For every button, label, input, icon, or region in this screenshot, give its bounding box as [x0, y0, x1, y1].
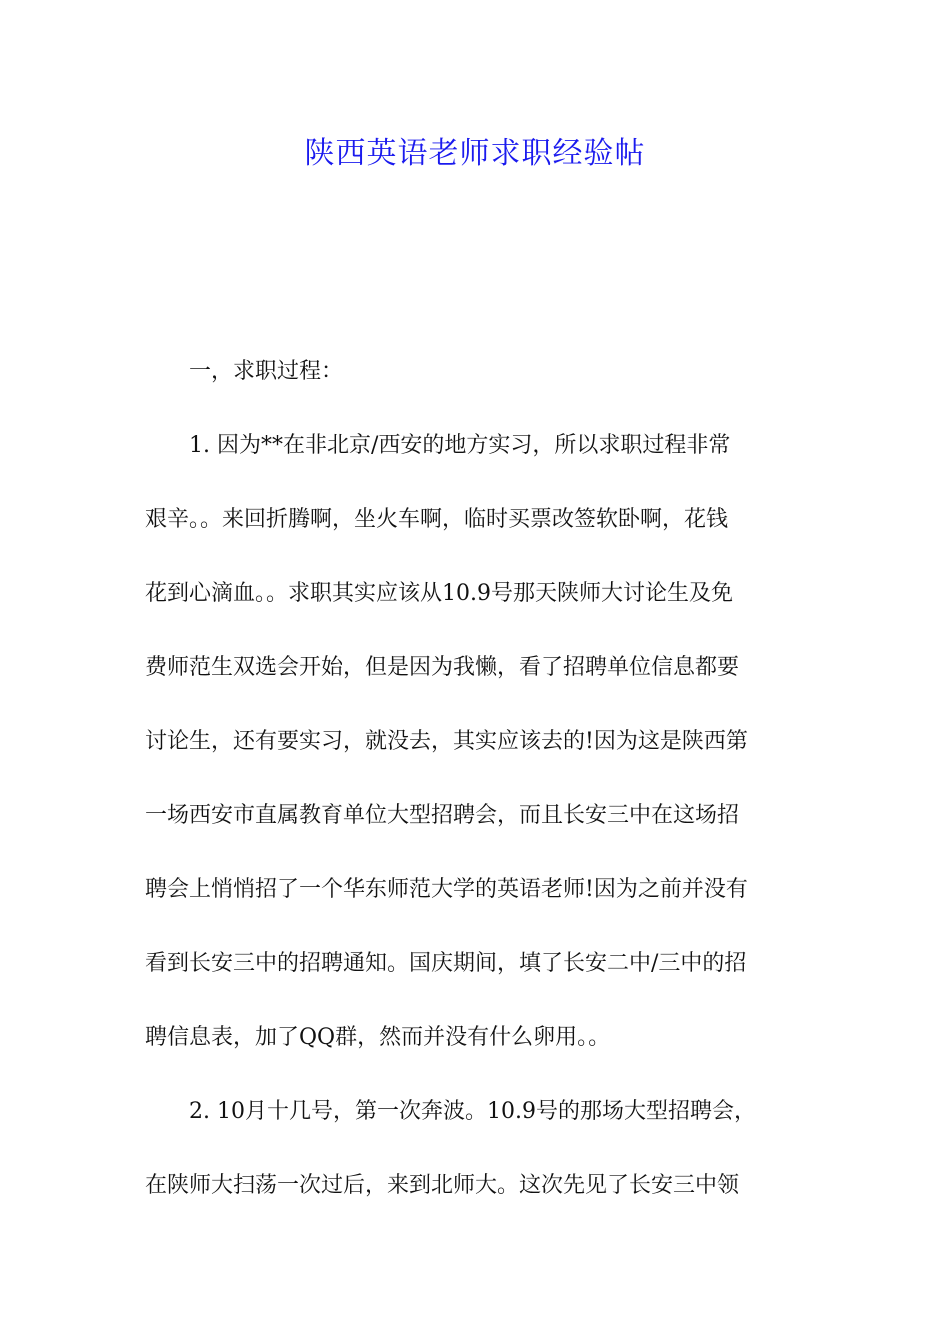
- paragraph-line: 讨论生，还有要实习，就没去，其实应该去的!因为这是陕西第: [145, 729, 748, 754]
- paragraph-line: 一场西安市直属教育单位大型招聘会，而且长安三中在这场招: [145, 803, 740, 828]
- document-body: [145, 335, 809, 1223]
- paragraph-line: 艰辛。。来回折腾啊，坐火车啊，临时买票改签软卧啊，花钱: [145, 507, 729, 532]
- paragraph-line: 花到心滴血。。求职其实应该从10.9号那天陕师大讨论生及免: [145, 581, 733, 606]
- paragraph-line: 2. 10月十几号，第一次奔波。10.9号的那场大型招聘会，: [189, 1099, 756, 1124]
- paragraph-line: 看到长安三中的招聘通知。国庆期间，填了长安二中/三中的招: [145, 951, 747, 976]
- document-title: 陕西英语老师求职经验帖: [304, 136, 646, 171]
- section-heading: 一，求职过程：: [189, 359, 344, 384]
- paragraph-line: 费师范生双选会开始，但是因为我懒，看了招聘单位信息都要: [145, 655, 740, 680]
- paragraph-2: [145, 1075, 809, 1223]
- paragraph-line: 聘信息表，加了QQ群，然而并没有什么卵用。。: [145, 1025, 611, 1050]
- paragraph-1: [145, 409, 809, 1075]
- paragraph-line: 1. 因为**在非北京/西安的地方实习，所以求职过程非常: [189, 433, 731, 458]
- paragraph-line: 聘会上悄悄招了一个华东师范大学的英语老师!因为之前并没有: [145, 877, 748, 902]
- paragraph-line: 在陕师大扫荡一次过后，来到北师大。这次先见了长安三中领: [145, 1173, 740, 1198]
